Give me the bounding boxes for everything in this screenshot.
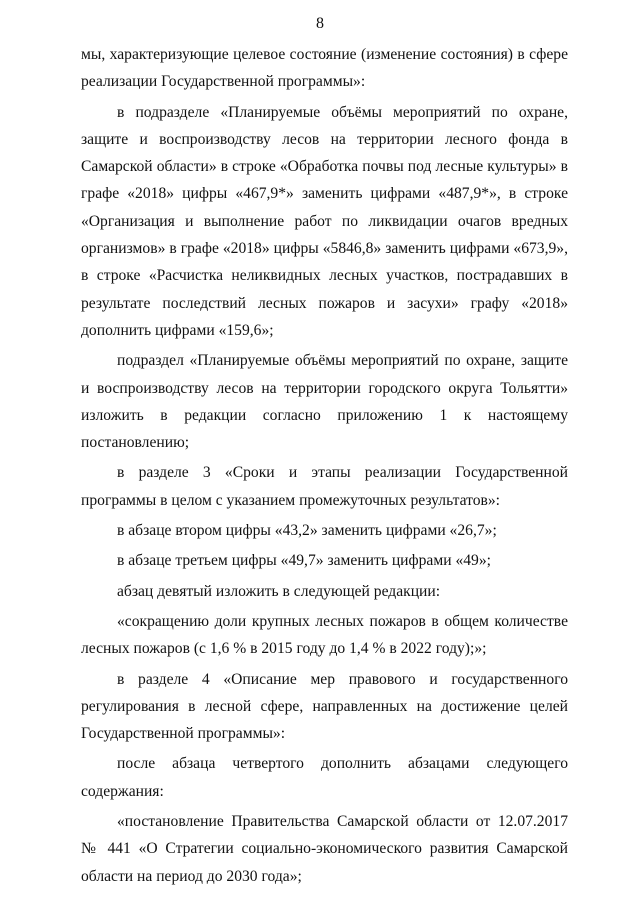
document-body — [81, 41, 568, 891]
page-number: 8 — [316, 15, 324, 32]
paragraph-ninth-abzac: абзац девятый изложить в следующей редакции: — [117, 582, 441, 600]
paragraph-after-fourth-abzac: после абзаца четвертого дополнить абзацами следующего содержания: — [81, 755, 568, 800]
paragraph-continuation: мы, характеризующие целевое состояние (изменение состояния) в сфере реализации Государственной программы»: — [81, 46, 568, 91]
paragraph-subsection-amendments: в подразделе «Планируемые объёмы мероприятий по охране, защите и воспроизводству лесов на территории лесного фонда в Самарской области» в строке «Обработка почвы под лесные культуры» в графе «2018» цифры «467,9*» заменить цифрами «487,9*», в строке «Организация и выполнение работ по ликвидации очагов вредных организмов» в графе «2018» цифры «5846,8» заменить цифрами «673,9», в строке «Расчистка неликвидных лесных участков, пострадавших в результате последствий лесных пожаров и засухи» графу «2018» дополнить цифрами «159,6»; — [81, 103, 568, 339]
paragraph-strategy-resolution: «постановление Правительства Самарской области от 12.07.2017 № 441 «О Стратегии социально-экономического развития Самарской области на период до 2030 года»; — [81, 813, 568, 885]
paragraph-section-4: в разделе 4 «Описание мер правового и государственного регулирования в лесной сфере, направленных на достижение целей Государственной программы»: — [81, 670, 568, 743]
paragraph-togliatti-subsection: подраздел «Планируемые объёмы мероприятий по охране, защите и воспроизводству лесов на территории городского округа Тольятти» изложить в редакции согласно приложению 1 к настоящему постановлению; — [81, 352, 568, 452]
paragraph-section-3: в разделе 3 «Сроки и этапы реализации Государственной программы в целом с указанием промежуточных результатов»: — [81, 464, 568, 509]
paragraph-fire-share: «сокращению доли крупных лесных пожаров в общем количестве лесных пожаров (с 1,6 % в 2015 году до 1,4 % в 2022 году);»; — [81, 612, 568, 658]
paragraph-third-abzac: в абзаце третьем цифры «49,7» заменить цифрами «49»; — [117, 552, 491, 570]
paragraph-second-abzac: в абзаце втором цифры «43,2» заменить цифрами «26,7»; — [117, 522, 497, 540]
